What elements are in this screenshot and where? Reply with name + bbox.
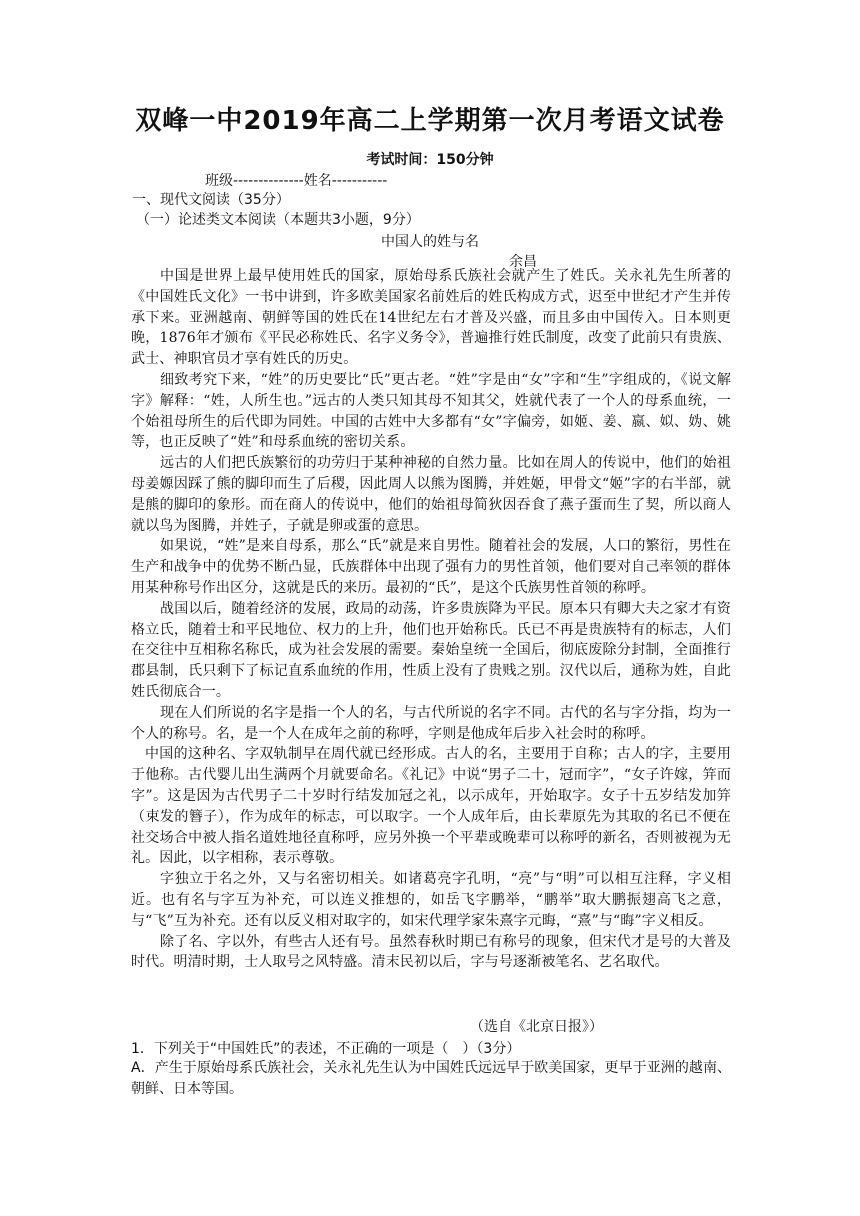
question-1-stem: 1．下列关于“中国姓氏”的表述，不正确的一项是（ ）（3分） (131, 1041, 521, 1057)
subsection-heading: （一）论述类文本阅读（本题共3小题，9分） (136, 212, 420, 228)
article-title: 中国人的姓与名 (381, 234, 479, 250)
paragraph: 细致考究下来，“姓”的历史要比“氏”更古老。“姓”字是由“女”字和“生”字组成的，《说文解字》解释：“姓，人所生也。”远古的人类只知其母不知其父，姓就代表了一个人的母系血统，一个始祖母所生的后代即为同姓。中国的古姓中大多都有“女”字偏旁，如姬、姜、嬴、姒、妫、姚等，也正反映了“姓”和母系血统的密切关系。 (131, 371, 731, 451)
paragraph: 现在人们所说的名字是指一个人的名，与古代所说的名字不同。古代的名与字分指，均为一个人的称号。名，是一个人在成年之前的称呼，字则是他成年后步入社会时的称呼。 (131, 704, 731, 742)
class-name-line: 班级--------------姓名----------- (205, 173, 388, 189)
paragraph: 远古的人们把氏族繁衍的功劳归于某种神秘的自然力量。比如在周人的传说中，他们的始祖母姜嫄因踩了熊的脚印而生了后稷，因此周人以熊为图腾，并姓姬，甲骨文“姬”字的右半部，就是熊的脚印的象形。而在商人的传说中，他们的始祖母简狄因吞食了燕子蛋而生了契，所以商人就以鸟为图腾，并姓子，子就是卵或蛋的意思。 (131, 455, 731, 534)
article-source: （选自《北京日报》） (470, 1019, 603, 1035)
question-1-option-a: A．产生于原始母系氏族社会，关永礼先生认为中国姓氏远远早于欧美国家，更早于亚洲的越南、朝鲜、日本等国。 (131, 1060, 731, 1097)
paragraph: 战国以后，随着经济的发展，政局的动荡，许多贵族降为平民。原本只有卿大夫之家才有资格立氏，随着士和平民地位、权力的上升，他们也开始称氏。氏已不再是贵族特有的标志，人们在交往中互相称名称氏，成为社会发展的需要。秦始皇统一全国后，彻底废除分封制，全面推行郡县制，氏只剩下了标记直系血统的作用，性质上没有了贵贱之别。汉代以后，通称为姓，自此姓氏彻底合一。 (131, 600, 731, 700)
paragraph: 中国的这种名、字双轨制早在周代就已经形成。古人的名，主要用于自称；古人的字，主要用于他称。古代婴儿出生满两个月就要命名。《礼记》中说“男子二十，冠而字”，“女子许嫁，笄而字”。这是因为古代男子二十岁时行结发加冠之礼，以示成年，开始取字。女子十五岁结发加笄（束发的簪子），作为成年的标志，可以取字。一个人成年后，由长辈原先为其取的名已不便在社交场合中被人指名道姓地径直称呼，应另外换一个平辈或晚辈可以称呼的新名，否则被视为无礼。因此，以字相称，表示尊敬。 (131, 746, 731, 867)
section-heading: 一、现代文阅读（35分） (132, 192, 290, 208)
paragraph: 字独立于名之外，又与名密切相关。如诸葛亮字孔明，“亮”与“明”可以相互注释，字义相近。也有名与字互为补充，可以连义推想的，如岳飞字鹏举，“鹏举”取大鹏振翅高飞之意，与“飞”互为补充。还有以反义相对取字的，如宋代理学家朱熹字元晦，“熹”与“晦”字义相反。 (131, 871, 731, 929)
paragraph: 如果说，“姓”是来自母系，那么“氏”就是来自男性。随着社会的发展，人口的繁衍，男性在生产和战争中的优势不断凸显，氏族群体中出现了强有力的男性首领，他们要对自己率领的群体用某种称号作出区分，这就是氏的来历。最初的“氏”，是这个氏族男性首领的称呼。 (131, 538, 731, 596)
paragraph: 中国是世界上最早使用姓氏的国家，原始母系氏族社会就产生了姓氏。关永礼先生所著的《中国姓氏文化》一书中讲到，许多欧美国家名前姓后的姓氏构成方式，迟至中世纪才产生并传承下来。亚洲越南、朝鲜等国的姓氏在14世纪左右才普及兴盛，而且多由中国传入。日本则更晚，1876年才颁布《平民必称姓氏、名字义务令》，普遍推行姓氏制度，改变了此前只有贵族、武士、神职官员才享有姓氏的历史。 (131, 268, 731, 368)
article-author: 余昌 (509, 254, 537, 270)
paragraph: 除了名、字以外，有些古人还有号。虽然春秋时期已有称号的现象，但宋代才是号的大普及时代。明清时期，士人取号之风特盛。清末民初以后，字与号逐渐被笔名、艺名取代。 (131, 933, 731, 971)
exam-title: 双峰一中2019年高二上学期第一次月考语文试卷 (135, 106, 725, 136)
article-body (131, 266, 731, 973)
exam-time: 考试时间：150分钟 (366, 152, 494, 168)
